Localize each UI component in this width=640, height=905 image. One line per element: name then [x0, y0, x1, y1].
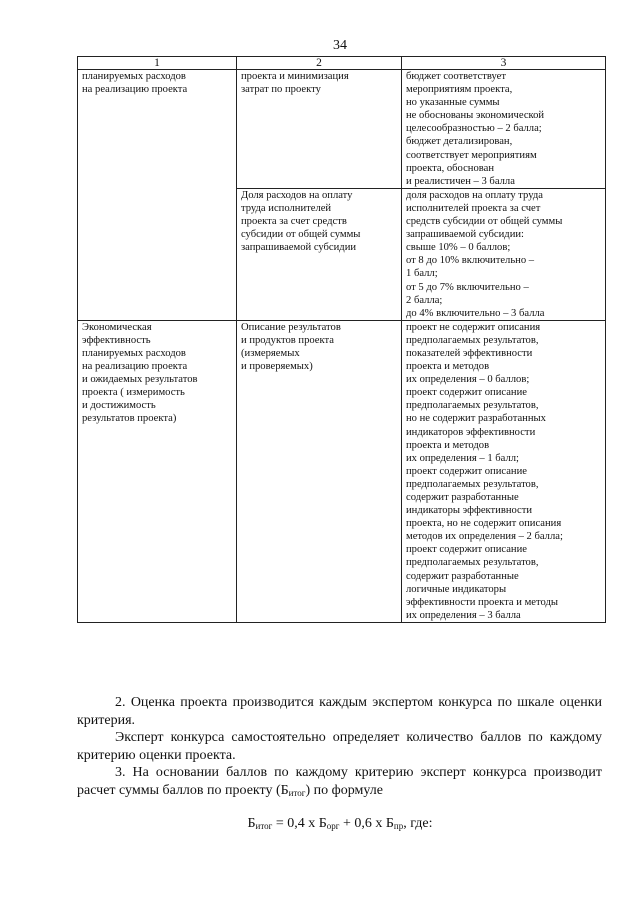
criterion-cell: планируемых расходов на реализацию проекта [78, 70, 237, 321]
scoring-cell: доля расходов на оплату труда исполнителей проекта за счет средств субсидии от общей суммы запрашиваемой субсидии: свыше 10% – 0 баллов; от 8 до 10% включительно – 1 балл; от 5 до 7% включительно – 2 балла; до 4% включительно – 3 балла [402, 188, 606, 320]
table-row [78, 320, 606, 622]
table-header-row [78, 57, 606, 70]
header-cell-1: 1 [78, 57, 237, 70]
paragraph-2: 2. Оценка проекта производится каждым экспертом конкурса по шкале оценки критерия. [77, 695, 602, 728]
subscript-total: итог [288, 787, 306, 798]
paragraph-expert: Эксперт конкурса самостоятельно определяет количество баллов по каждому критерию оценки проекта. [77, 730, 602, 763]
scoring-cell: проект не содержит описания предполагаемых результатов, показателей эффективности проекта и методов их определения – 0 баллов; проект содержит описание предполагаемых результатов, но не содержит разработанных индикаторов эффективности проекта и методов их определения – 1 балл; проект содержит описание предполагаемых результатов, содержит разработанные индикаторы эффективности проекта, но не содержит описания методов их определения – 2 балла; проект содержит описание предполагаемых результатов, содержит разработанные логичные индикаторы эффективности проекта и методы их определения – 3 балла [402, 320, 606, 622]
formula-sub-org: орг [326, 821, 340, 831]
indicator-cell: Описание результатов и продуктов проекта (измеряемых и проверяемых) [237, 320, 402, 622]
paragraph-3-text: 3. На основании баллов по каждому критерию эксперт конкурса производит расчет суммы баллов по проекту (Б [77, 765, 602, 798]
formula-sub-pr: пр [393, 821, 404, 831]
header-cell-3: 3 [402, 57, 606, 70]
indicator-cell: Доля расходов на оплату труда исполнителей проекта за счет средств субсидии от общей суммы запрашиваемой субсидии [237, 188, 402, 320]
paragraph-3-end: ) по формуле [305, 782, 383, 798]
header-cell-2: 2 [237, 57, 402, 70]
page-number: 34 [333, 38, 347, 53]
table-row [78, 70, 606, 189]
scoring-cell: бюджет соответствует мероприятиям проекта, но указанные суммы не обоснованы экономической целесообразностью – 2 балла; бюджет детализирован, соответствует мероприятиям проекта, обоснован и реалистичен – 3 балла [402, 70, 606, 189]
formula-part: , где: [403, 816, 433, 831]
formula-part: + 0,6 x Б [339, 816, 394, 831]
formula-sub-total: итог [255, 821, 273, 831]
formula-part: Б [247, 816, 256, 831]
indicator-cell: проекта и минимизация затрат по проекту [237, 70, 402, 189]
formula [0, 816, 640, 832]
criteria-table [77, 56, 606, 623]
formula-part: = 0,4 x Б [272, 816, 327, 831]
criterion-cell: Экономическая эффективность планируемых расходов на реализацию проекта и ожидаемых результатов проекта ( измеримость и достижимость результатов проекта) [78, 320, 237, 622]
paragraph-3 [77, 764, 602, 802]
